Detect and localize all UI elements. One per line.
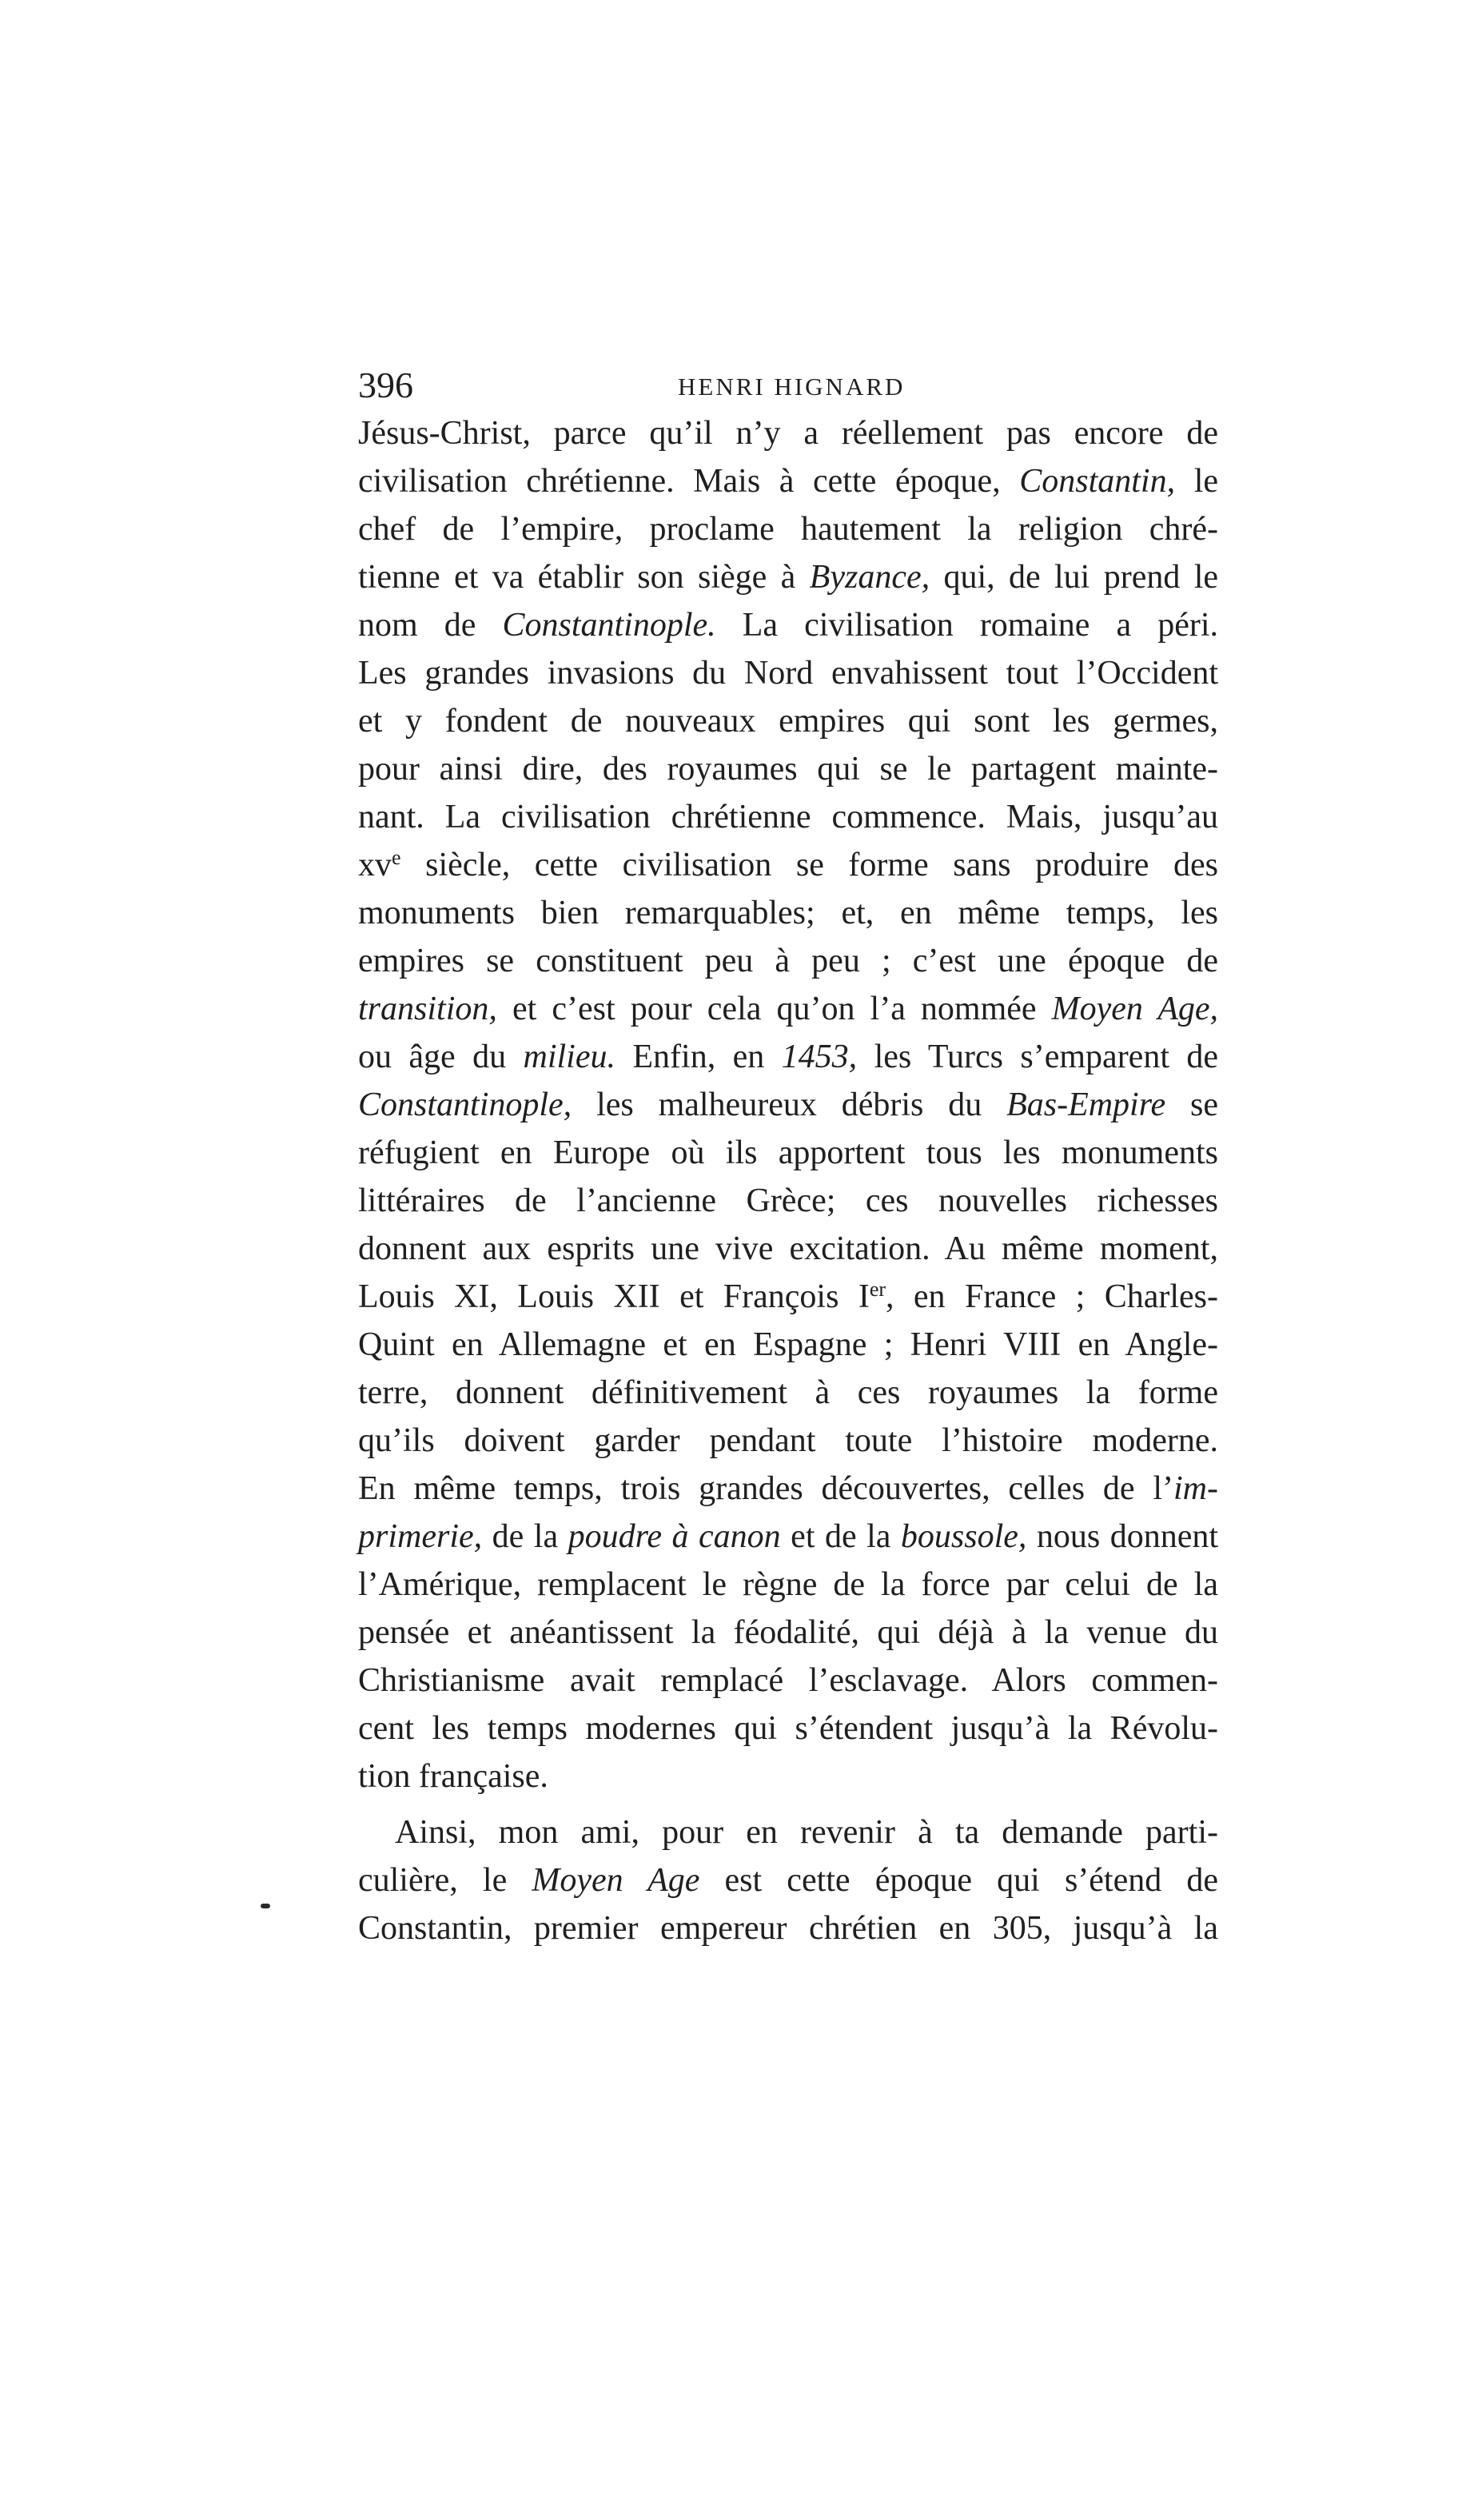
text-line: ou âge du milieu. Enfin, en 1453, les Turcs s’emparent de xyxy=(358,1039,1219,1075)
text-line: et y fondent de nouveaux empires qui sont les germes, xyxy=(358,703,1218,740)
margin-ink-mark xyxy=(261,1904,270,1908)
text-line: Constantin, premier empereur chrétien en 305, jusqu’à la xyxy=(358,1910,1218,1947)
text-line: empires se constituent peu à peu ; c’est une époque de xyxy=(358,943,1218,979)
text-line: pensée et anéantissent la féodalité, qui déjà à la venue du xyxy=(358,1614,1218,1651)
text-line: donnent aux esprits une vive excitation. Au même moment, xyxy=(358,1230,1218,1267)
text-line: tienne et va établir son siège à Byzance, qui, de lui prend le xyxy=(358,559,1219,596)
running-head xyxy=(358,361,1217,409)
text-line: Louis XI, Louis XII et François Ier, en France ; Charles- xyxy=(358,1278,1218,1315)
text-line: transition, et c’est pour cela qu’on l’a nommée Moyen Age, xyxy=(358,991,1219,1027)
text-line: terre, donnent définitivement à ces royaumes la forme xyxy=(358,1374,1218,1411)
text-line: Quint en Allemagne et en Espagne ; Henri VIII en Angle- xyxy=(358,1326,1218,1363)
page-number: 396 xyxy=(358,365,413,405)
text-line: Les grandes invasions du Nord envahissent tout l’Occident xyxy=(358,655,1218,692)
text-line: littéraires de l’ancienne Grèce; ces nouvelles richesses xyxy=(358,1182,1218,1219)
text-line: l’Amérique, remplacent le règne de la force par celui de la xyxy=(358,1566,1218,1603)
text-line: chef de l’empire, proclame hautement la religion chré- xyxy=(358,511,1218,548)
text-line: nom de Constantinople. La civilisation romaine a péri. xyxy=(358,607,1219,644)
text-line: tion française. xyxy=(358,1758,548,1795)
text-line: En même temps, trois grandes découvertes, celles de l’im- xyxy=(358,1470,1218,1507)
running-title: HENRI HIGNARD xyxy=(678,373,906,401)
text-line: réfugient en Europe où ils apportent tous les monuments xyxy=(358,1134,1218,1171)
text-line: Ainsi, mon ami, pour en revenir à ta demande parti- xyxy=(395,1814,1218,1851)
text-line: Jésus-Christ, parce qu’il n’y a réellement pas encore de xyxy=(358,415,1218,452)
text-line: pour ainsi dire, des royaumes qui se le partagent mainte- xyxy=(358,751,1218,788)
text-line: cent les temps modernes qui s’étendent jusqu’à la Révolu- xyxy=(358,1710,1218,1747)
text-line: primerie, de la poudre à canon et de la boussole, nous donnent xyxy=(358,1518,1219,1555)
text-line: civilisation chrétienne. Mais à cette époque, Constantin, le xyxy=(358,463,1219,500)
text-line: Christianisme avait remplacé l’esclavage. Alors commen- xyxy=(358,1662,1218,1699)
text-line: qu’ils doivent garder pendant toute l’histoire moderne. xyxy=(358,1422,1218,1459)
text-line: nant. La civilisation chrétienne commence. Mais, jusqu’au xyxy=(358,799,1218,835)
body-text xyxy=(358,409,1218,1952)
text-line: culière, le Moyen Age est cette époque qui s’étend de xyxy=(358,1862,1219,1899)
text-line: Constantinople, les malheureux débris du Bas-Empire se xyxy=(358,1087,1219,1123)
text-line: monuments bien remarquables; et, en même temps, les xyxy=(358,895,1218,931)
text-line: $xv^e$ siècle, cette civilisation se forme sans produire des xyxy=(358,846,1218,883)
